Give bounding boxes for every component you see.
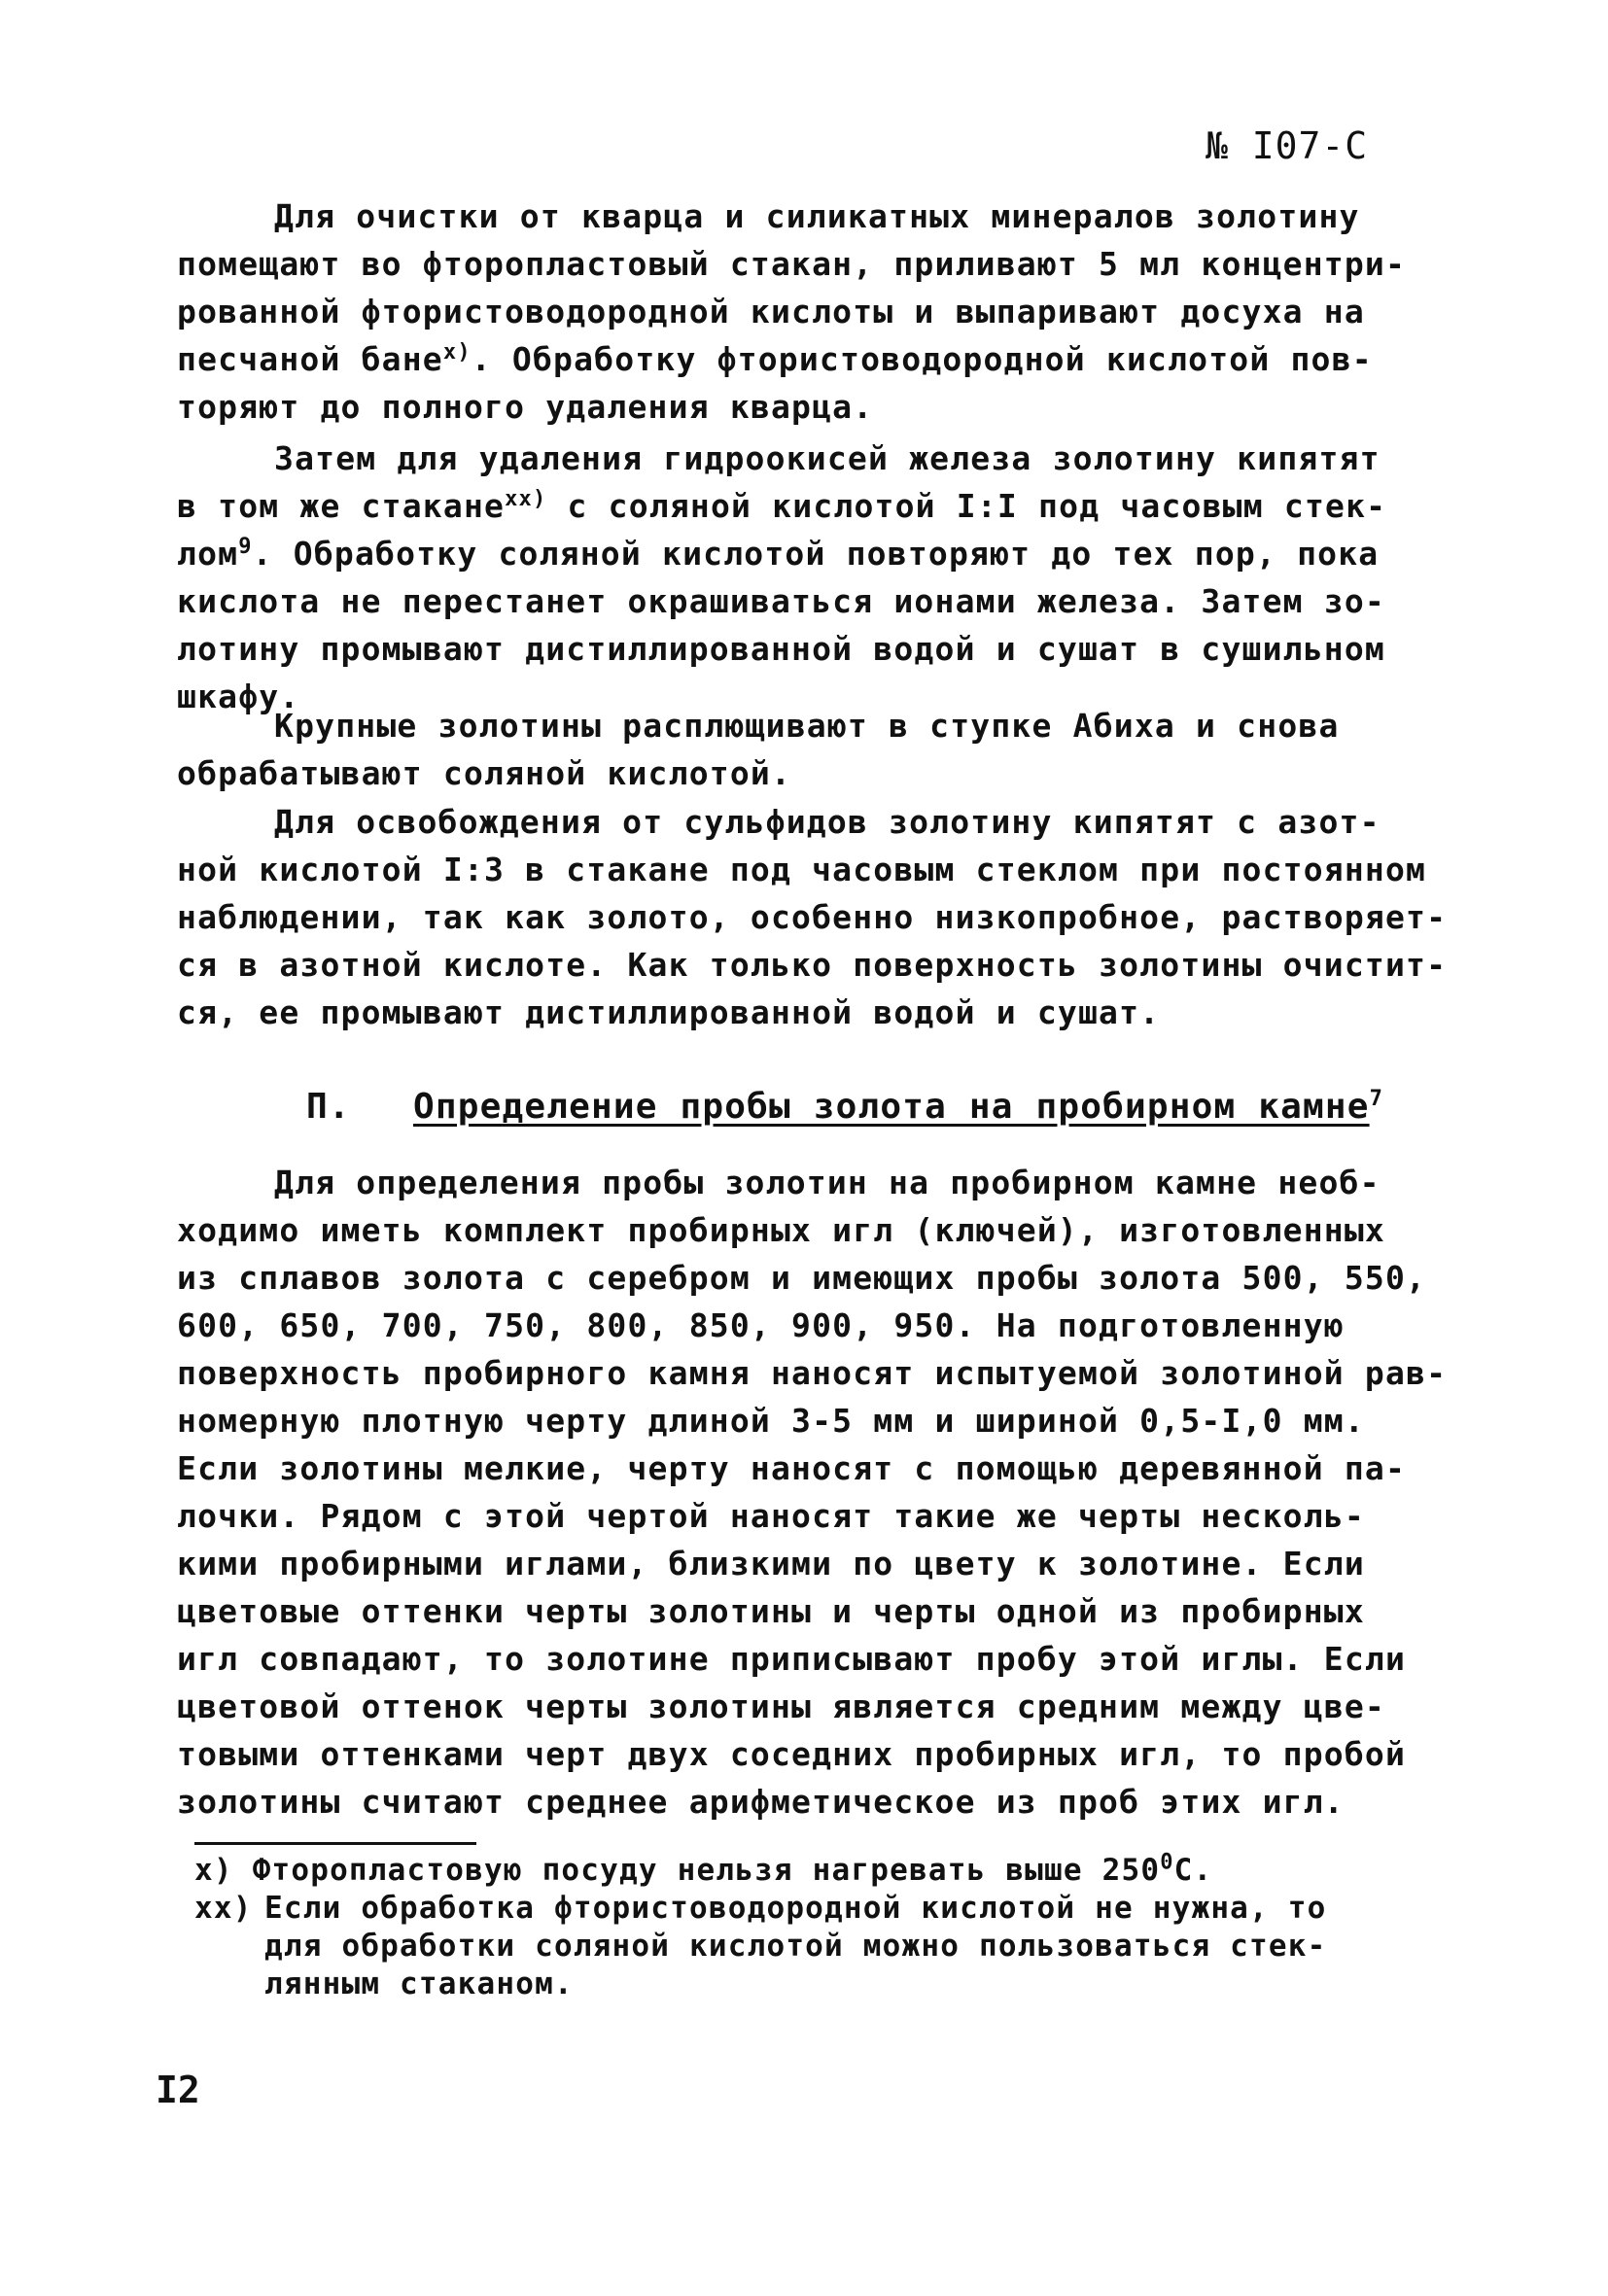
text-line: поверхность пробирного камня наносят испытуемой золотиной рав-: [177, 1354, 1448, 1392]
text-line: цветовой оттенок черты золотины является средним между цве-: [177, 1687, 1385, 1725]
footnote-divider: [194, 1842, 476, 1845]
text-line: номерную плотную черту длиной 3-5 мм и шириной 0,5-I,0 мм.: [177, 1402, 1365, 1440]
text-fragment: с соляной кислотой I:I под часовым стек-: [546, 487, 1387, 525]
degree-superscript: 0: [1160, 1850, 1174, 1875]
text-line: рованной фтористоводородной кислоты и выпаривают досуха на: [177, 293, 1365, 330]
text-fragment: песчаной бане: [177, 340, 443, 378]
text-line: Если золотины мелкие, черту наносят с помощью деревянной па-: [177, 1449, 1407, 1487]
text-fragment: в том же стакане: [177, 487, 506, 525]
document-number: № I07-С: [1206, 124, 1369, 167]
text-line: Крупные золотины расплющивают в ступке Абиха и снова: [274, 707, 1340, 745]
footnote-text: лянным стаканом.: [264, 1966, 574, 2001]
paragraph-large-grains: [177, 702, 1382, 797]
text-line: [177, 335, 1382, 383]
footnote-reference: x): [442, 340, 472, 365]
text-line: ходимо иметь комплект пробирных игл (ключей), изготовленных: [177, 1211, 1385, 1249]
text-line: ной кислотой I:3 в стакане под часовым стеклом при постоянном: [177, 851, 1427, 888]
section-title: Определение пробы золота на пробирном камне: [413, 1087, 1370, 1127]
text-line: лотину промывают дистиллированной водой и сушат в сушильном: [177, 630, 1385, 668]
text-line: Для освобождения от сульфидов золотину кипятят с азот-: [274, 803, 1381, 841]
paragraph-sulfide-removal: [177, 798, 1448, 1036]
text-fragment: С.: [1173, 1853, 1213, 1888]
footnote-mark: xx): [194, 1891, 253, 1926]
literature-reference: 7: [1369, 1087, 1384, 1111]
text-line: лочки. Рядом с этой чертой наносят такие же черты несколь-: [177, 1497, 1365, 1535]
footnote-2: [194, 1890, 1400, 2003]
literature-reference: 9: [238, 535, 253, 559]
text-line: ся в азотной кислоте. Как только поверхность золотины очистит-: [177, 946, 1448, 984]
footnote-reference: xx): [505, 487, 547, 511]
text-line: ся, ее промывают дистиллированной водой и сушат.: [177, 993, 1161, 1031]
text-line: из сплавов золота с серебром и имеющих пробы золота 500, 550,: [177, 1259, 1427, 1297]
text-line: помещают во фторопластовый стакан, приливают 5 мл концентри-: [177, 245, 1407, 283]
text-line: цветовые оттенки черты золотины и черты одной из пробирных: [177, 1592, 1365, 1630]
text-fragment: . Обработку соляной кислотой повторяют до тех пор, пока: [252, 535, 1380, 573]
footnotes: [194, 1852, 1400, 2003]
text-line: кислота не перестанет окрашиваться ионами железа. Затем зо-: [177, 582, 1385, 620]
text-line: Для определения пробы золотин на пробирном камне необ-: [274, 1164, 1381, 1201]
footnote-1: [194, 1852, 1400, 1890]
text-line: игл совпадают, то золотине приписывают пробу этой иглы. Если: [177, 1640, 1407, 1678]
text-line: [177, 482, 1387, 530]
text-line: 600, 650, 700, 750, 800, 850, 900, 950. На подготовленную: [177, 1306, 1345, 1344]
paragraph-iron-removal: [177, 435, 1387, 720]
text-line: торяют до полного удаления кварца.: [177, 388, 874, 426]
page-number: I2: [156, 2069, 200, 2111]
text-line: товыми оттенками черт двух соседних пробирных игл, то пробой: [177, 1735, 1407, 1773]
text-fragment: Фторопластовую посуду нельзя нагревать выше 250: [252, 1853, 1161, 1888]
footnote-text: [194, 1852, 1400, 1890]
footnote-text: для обработки соляной кислотой можно пользоваться стек-: [264, 1929, 1327, 1964]
text-line: шкафу.: [177, 678, 300, 715]
text-line: Затем для удаления гидроокисей железа золотину кипятят: [274, 439, 1381, 477]
text-line: золотины считают среднее арифметическое из проб этих игл.: [177, 1783, 1345, 1821]
text-fragment: лом: [177, 535, 239, 573]
section-number: П.: [306, 1087, 351, 1127]
text-line: наблюдении, так как золото, особенно низкопробное, растворяет-: [177, 898, 1448, 936]
paragraph-quartz-cleaning: [177, 192, 1407, 431]
text-line: Для очистки от кварца и силикатных минералов золотину: [274, 197, 1360, 235]
text-fragment: . Обработку фтористоводородной кислотой пов-: [471, 340, 1373, 378]
text-line: [177, 530, 1382, 577]
footnote-mark: x): [194, 1853, 233, 1888]
text-line: обрабатывают соляной кислотой.: [177, 754, 792, 792]
section-heading: [306, 1087, 1383, 1127]
paragraph-assay-method: [177, 1159, 1448, 1826]
footnote-text: Если обработка фтористоводородной кислотой не нужна, то: [264, 1891, 1327, 1926]
text-line: кими пробирными иглами, близкими по цвету к золотине. Если: [177, 1545, 1365, 1583]
